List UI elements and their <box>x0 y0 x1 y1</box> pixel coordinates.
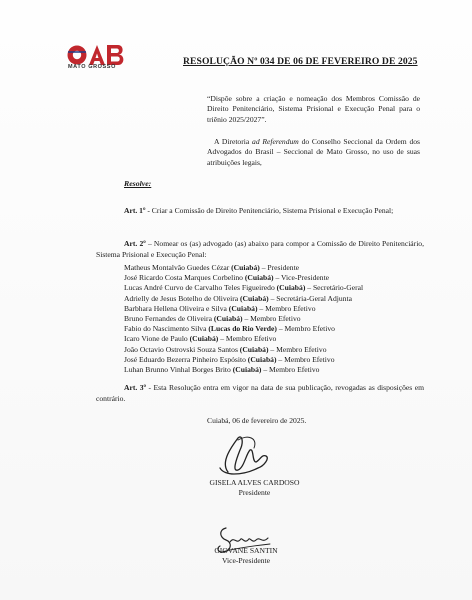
member-row <box>124 283 424 293</box>
member-name: Bruno Fernandes de Oliveira <box>124 314 214 324</box>
member-role: – Membro Efetivo <box>218 334 277 344</box>
signatory-vice-president-name: GIOVANE SANTIN <box>214 546 278 555</box>
member-city: (Cuiabá) <box>244 273 274 283</box>
member-role: – Secretária-Geral Adjunta <box>268 293 352 303</box>
member-row <box>124 304 424 314</box>
member-city: (Cuiabá) <box>232 365 262 375</box>
member-city: (Cuiabá) <box>213 314 243 324</box>
member-role: – Membro Efetivo <box>261 365 320 375</box>
article-2 <box>96 239 424 260</box>
member-name: Barbhara Hellena Oliveira e Silva <box>124 303 229 313</box>
logo-subtitle: MATO GROSSO <box>68 64 116 70</box>
article-3-text: - Esta Resolução entra em vigor na data de sua publicação, revogadas as disposições em contrário. <box>96 383 425 403</box>
member-city: (Cuiabá) <box>276 283 306 293</box>
signatory-president-role: Presidente <box>238 488 271 497</box>
preamble <box>207 137 420 168</box>
member-row <box>124 324 424 334</box>
member-name: Adrielly de Jesus Botelho de Oliveira <box>124 293 240 303</box>
member-name: José Eduardo Bezerra Pinheiro Espósito <box>124 354 248 364</box>
member-row <box>124 273 424 283</box>
ementa: “Dispõe sobre a criação e nomeação dos Membros Comissão de Direito Penitenciário, Sistema Prisional e Execução Penal para o triênio 2025/2027”. <box>207 94 420 124</box>
resolution-title: RESOLUÇÃO Nº 034 DE 06 DE FEVEREIRO DE 2025 <box>183 56 418 67</box>
article-2-number: Art. 2º <box>124 239 146 248</box>
member-city: (Cuiabá) <box>228 303 258 313</box>
member-role: – Membro Efetivo <box>268 344 327 354</box>
member-name: Matheus Montalvão Guedes Cézar <box>124 263 232 272</box>
member-row <box>124 345 424 355</box>
member-city: (Cuiabá) <box>247 354 277 364</box>
member-row <box>124 355 424 365</box>
article-1 <box>96 206 424 217</box>
member-role: – Vice-Presidente <box>273 273 330 283</box>
member-city: (Lucas do Rio Verde) <box>208 324 277 334</box>
signatory-president-name: GISELA ALVES CARDOSO <box>209 478 300 487</box>
member-city: (Cuiabá) <box>239 344 269 354</box>
member-role: – Membro Efetivo <box>242 314 301 324</box>
member-city: (Cuiabá) <box>240 293 269 303</box>
member-city: (Cuiabá) <box>189 334 219 344</box>
document-date: Cuiabá, 06 de fevereiro de 2025. <box>207 416 307 425</box>
member-name: Icaro Vione de Paulo <box>124 334 190 344</box>
member-city: (Cuiabá) <box>231 263 260 272</box>
article-1-number: Art. 1º <box>124 206 146 215</box>
article-2-text: – Nomear os (as) advogado (as) abaixo para compor a Comissão de Direito Penitenciário, Sistema Prisional e Execução Penal: <box>96 239 425 259</box>
member-role: – Presidente <box>259 263 300 272</box>
member-name: Luhan Brunno Vinhal Borges Brito <box>124 365 233 375</box>
member-list <box>124 263 424 375</box>
member-role: – Membro Efetivo <box>276 354 335 364</box>
signature-president <box>214 428 276 480</box>
member-name: Fabio do Nascimento Silva <box>124 324 209 334</box>
member-name: Lucas André Curvo de Carvalho Teles Figueiredo <box>124 283 277 293</box>
member-row <box>124 294 424 304</box>
member-row <box>124 365 424 375</box>
preamble-before: A Diretoria <box>214 137 253 146</box>
member-name: João Octavio Ostrovski Souza Santos <box>124 344 240 354</box>
signatory-president <box>207 478 302 498</box>
member-name: José Ricardo Costa Marques Corbelino <box>124 273 245 283</box>
preamble-italic: ad Referendum <box>252 137 299 146</box>
signatory-vice-president-role: Vice-Presidente <box>221 556 271 565</box>
signatory-vice-president <box>196 546 296 566</box>
member-row <box>124 334 424 344</box>
member-row <box>124 314 424 324</box>
member-role: – Membro Efetivo <box>276 324 335 334</box>
member-row <box>124 263 424 273</box>
article-3 <box>96 383 424 404</box>
article-3-number: Art. 3º <box>124 383 147 392</box>
member-role: – Membro Efetivo <box>257 303 316 313</box>
preamble-after: do Conselho Seccional da Ordem dos Advogados do Brasil – Seccional de Mato Grosso, no uso de suas atribuições legais, <box>207 137 420 167</box>
resolve-heading: Resolve: <box>124 179 152 188</box>
member-role: – Secretário-Geral <box>305 283 364 293</box>
article-1-text: - Criar a Comissão de Direito Penitenciário, Sistema Prisional e Execução Penal; <box>145 206 394 215</box>
